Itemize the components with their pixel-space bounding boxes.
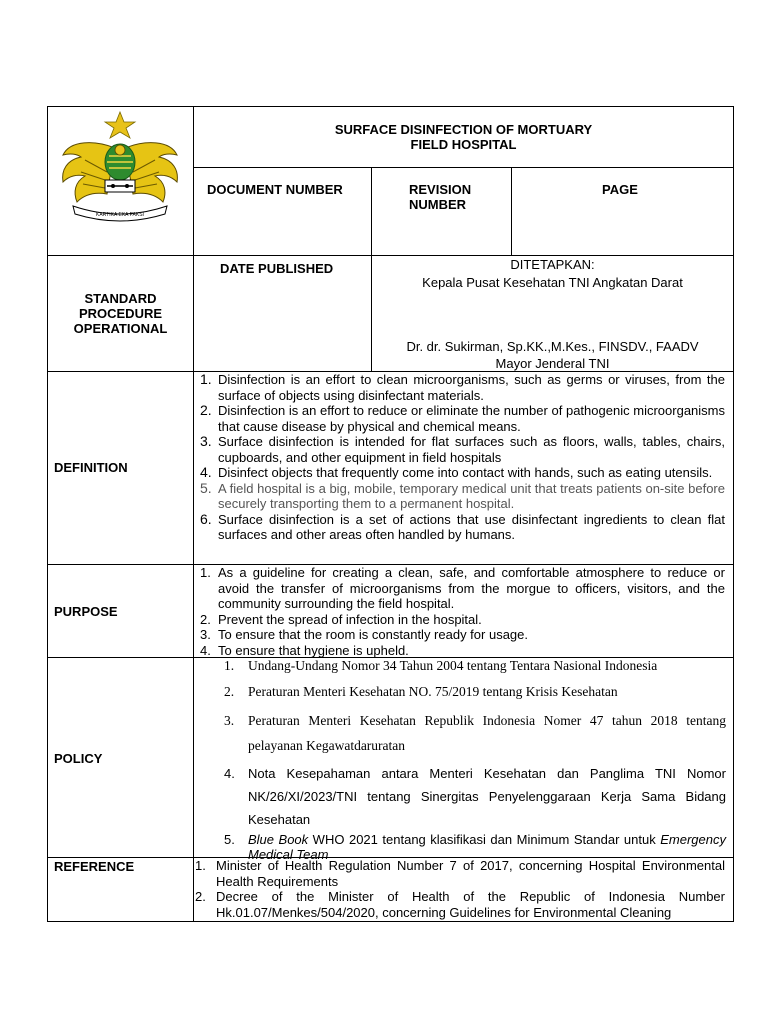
purpose-label: PURPOSE [54,604,118,619]
list-item: 1. Undang-Undang Nomor 34 Tahun 2004 tentang Tentara Nasional Indonesia [224,658,658,673]
table-line [511,167,512,256]
policy-label: POLICY [54,751,103,766]
list-item: 4. Nota Kesepahaman antara Menteri Kesehatan dan Panglima TNI Nomor NK/26/XI/2023/TNI tentang Sinergitas Penyelenggaraan Kerja Sama Bidang Kesehatan [224,766,726,827]
list-item: 3. To ensure that the room is constantly ready for usage. [200,627,529,642]
date-published-label: DATE PUBLISHED [220,261,334,276]
reference-list [194,858,725,920]
table-border-top [47,106,734,107]
ditetapkan-text: DITETAPKAN: [510,257,595,272]
title-line-2: FIELD HOSPITAL [410,137,517,152]
list-item: 5. A field hospital is a big, mobile, temporary medical unit that treats patients on-site before securely transporting them to a permanent hospital. [200,479,725,511]
svg-text:KARTIKA EKA PAKSI: KARTIKA EKA PAKSI [96,212,144,218]
table-line [193,167,734,168]
revision-number-label: REVISION NUMBER [409,182,472,212]
list-item: 2. Prevent the spread of infection in the hospital. [200,611,482,627]
page-label: PAGE [602,182,638,197]
reference-label: REFERENCE [54,859,135,874]
authority-text: Kepala Pusat Kesehatan TNI Angkatan Darat [422,275,683,290]
list-item: 1. As a guideline for creating a clean, safe, and comfortable atmosphere to reduce or avoid the transfer of microorganisms from the morgue to officers, visitors, and the community surrounding the field hospital. [200,565,725,611]
list-item: 2. Disinfection is an effort to reduce or eliminate the number of pathogenic microorganisms that cause disease by physical and chemical means. [200,402,725,434]
document-title [194,122,733,152]
army-emblem [55,110,185,225]
list-item: 4. To ensure that hygiene is upheld. [200,642,409,658]
table-border-right [733,106,734,922]
list-item: 4. Disinfect objects that frequently come into contact with hands, such as eating utensils. [200,464,713,480]
list-item: 3. Surface disinfection is intended for flat surfaces such as floors, walls, tables, chairs, cupboards, and other equipment in field hospitals [200,433,725,465]
signatory-rank: Mayor Jenderal TNI [495,356,610,371]
table-border-bottom [47,921,734,922]
list-item: 1. Disinfection is an effort to clean microorganisms, such as germs or viruses, from the surface of objects using disinfectant materials. [200,371,725,403]
table-border-left [47,106,48,922]
list-item: 2. Decree of the Minister of Health of the Republic of Indonesia Number Hk.01.07/Menkes/504/2020, concerning Guidelines for Environmental Cleaning [195,889,725,920]
list-item: 6. Surface disinfection is a set of actions that use disinfectant ingredients to clean flat surfaces and other areas often handled by humans. [200,510,725,542]
purpose-list [196,565,725,658]
emblem-icon [55,110,185,225]
policy-list [222,658,726,862]
list-item: 2. Peraturan Menteri Kesehatan NO. 75/2019 tentang Krisis Kesehatan [224,684,618,699]
list-item: 3. Peraturan Menteri Kesehatan Republik Indonesia Nomer 47 tahun 2018 tentang pelayanan Kegawatdaruratan [224,713,726,753]
list-item: 1. Minister of Health Regulation Number 7 of 2017, concerning Hospital Environmental Health Requirements [195,858,725,889]
signatory-block [372,339,733,371]
approval-block [372,257,733,290]
definition-list [196,372,725,543]
sop-label: STANDARD PROCEDURE OPERATIONAL [73,291,168,336]
table-line [193,106,194,922]
document-number-label: DOCUMENT NUMBER [207,182,343,197]
list-item: 5. Blue Book WHO 2021 tentang klasifikasi dan Minimum Standar untuk Emergency Medical Team [224,832,726,862]
definition-label: DEFINITION [54,460,128,475]
table-line [47,255,734,256]
signatory-name: Dr. dr. Sukirman, Sp.KK.,M.Kes., FINSDV., FAADV [406,339,699,354]
title-line-1: SURFACE DISINFECTION OF MORTUARY [334,122,593,137]
